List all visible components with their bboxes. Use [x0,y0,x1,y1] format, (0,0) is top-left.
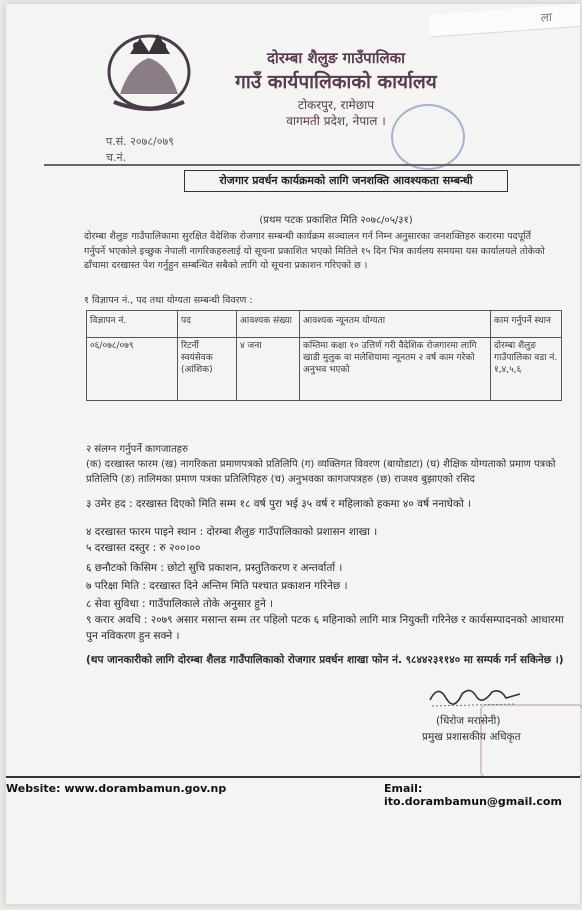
office-address: टोकरपुर, रामेछाप [297,98,375,112]
signatory-title: प्रमुख प्रशासकीय अधिकृत [422,731,521,743]
footer-email: Email: ito.dorambamun@gmail.com [384,782,562,808]
fee-item: ५ दरखास्त दस्तुर : रु २००।०० [86,542,201,554]
office-seal-stamp [391,104,465,170]
cell-location: दोरम्बा शैलुङ गाउँपालिका वडा नं. १,४,५,६ [491,338,562,401]
col-header-qualification: आवश्यक न्यूनतम योग्यता [300,311,491,338]
footer-website: Website: www.dorambamun.gov.np [6,782,227,795]
exam-date-item: ७ परिक्षा मिति : दरखास्त दिने अन्तिम मिति पश्चात प्रकाशन गरिनेछ । [86,580,348,592]
docs-heading: २ संलग्न गर्नुपर्ने कागजातहरु [86,444,188,455]
form-location-item: ४ दरखास्त फारम पाइने स्थान : दोरम्बा शैलुङ गाउँपालिकाको प्रशासन शाखा । [86,526,378,538]
vacancy-table [86,310,562,401]
notice-page [6,4,580,904]
cell-ad-no: ०६/०७८/०७९ [87,338,178,401]
table-header-row [87,311,562,338]
contact-note: (थप जानकारीको लागि दोरम्बा शैलड गाउँपालिकाको रोजगार प्रवर्धन शाखा फोन नं. ९८४४२३११४० मा सम्पर्क गर्न सकिनेछ ।) [86,654,564,666]
office-name: गाउँ कार्यपालिकाको कार्यालय [235,71,437,93]
signatory-name: (धिरोज मरासेनी) [436,715,501,727]
government-emblem-icon [100,24,198,116]
col-header-ad-no: विज्ञापन नं. [87,311,178,338]
publication-date: (प्रथम पटक प्रकाशित मिति २०७८/०५/३१) [259,215,413,226]
municipality-name: दोरम्बा शैलुङ गाउँपालिका [266,49,406,67]
required-documents [86,442,562,487]
footer-divider [6,776,580,778]
age-limit-item: ३ उमेर हद : दरखास्त दिएको मिति सम्म १८ वर्ष पुरा भई ३५ वर्ष र महिलाको हकमा ४० वर्ष ननाघेको । [86,498,472,510]
cell-post: रिटर्नी स्वयंसेवक (आंशिक) [178,338,237,401]
notice-subject: रोजगार प्रवर्धन कार्यक्रमको लागि जनशक्ति आवश्यकता सम्बन्धी [184,170,508,192]
col-header-post: पद [178,311,237,338]
col-header-location: काम गर्नुपर्ने स्थान [491,311,562,338]
cell-qualification: कम्तिमा कक्षा १० उत्तिर्ण गरी वैदेशिक रोजगारमा लागि खाडी मुलुक वा मलेशियामा न्यूनतम २ वर्ष काम गरेको अनुभव भएको [300,338,491,401]
intro-paragraph: दोरम्बा शैलुङ गाउँपालिकामा सुरक्षित वैदेशिक रोजगार सम्बन्धी कार्यक्रम सञ्चालन गर्न निम्न अनुसारका जनशक्तिहरु करारमा पदपूर्ति गर्नुपर्ने भएकोले इच्छुक नेपाली नागरिकहरुलाई यो सूचना प्रकाशित भएको मितिले १५ दिन भित्र कार्यलय समयमा यस कार्यालयले तोकेको ढाँचामा दरखास्त पेश गर्नुहुन सम्बन्धित सबैको लागि यो सूचना प्रकाशन गरिएको छ । [84,231,545,271]
cell-count: ४ जना [237,338,300,401]
torn-corner: ला [430,4,580,37]
header-divider [44,164,580,166]
office-province: वागमती प्रदेश, नेपाल । [286,114,386,128]
reference-number: प.सं. २०७८/०७९ [106,135,174,148]
benefits-item: ८ सेवा सुविधा : गाउँपालिकाले तोके अनुसार हुने । [86,598,274,610]
contract-period-item: ९ करार अवधि : २०७९ असार मसान्त सम्म तर पहिलो पटक ६ महिनाको लागि मात्र नियुक्ती गरिनेछ र कार्यसम्पादनको आधारमा पुन नविकरण हुन सक्ने । [86,614,564,642]
details-heading: १ विज्ञापन नं., पद तथा योग्यता सम्बन्धी विवरण : [84,295,253,306]
table-row [87,338,562,401]
col-header-count: आवश्यक संख्या [237,311,300,338]
docs-list: (क) दरखास्त फारम (ख) नागरिकता प्रमाणपत्रको प्रतिलिपि (ग) व्यक्तिगत विवरण (बायोडाटा) (घ) शैक्षिक योग्यताको प्रमाण पत्रको प्रतिलिपि (ङ) तालिमका प्रमाण पत्रका प्रतिलिपिहरु (च) अनुभवका कागजपत्रहरु (छ) राजश्व बुझाएको रसिद [86,459,556,485]
dispatch-number: च.नं. [106,151,127,164]
selection-method-item: ६ छनौटको किसिम : छोटो सुचि प्रकाशन, प्रस्तुतिकरण र अन्तर्वार्ता । [86,562,343,574]
